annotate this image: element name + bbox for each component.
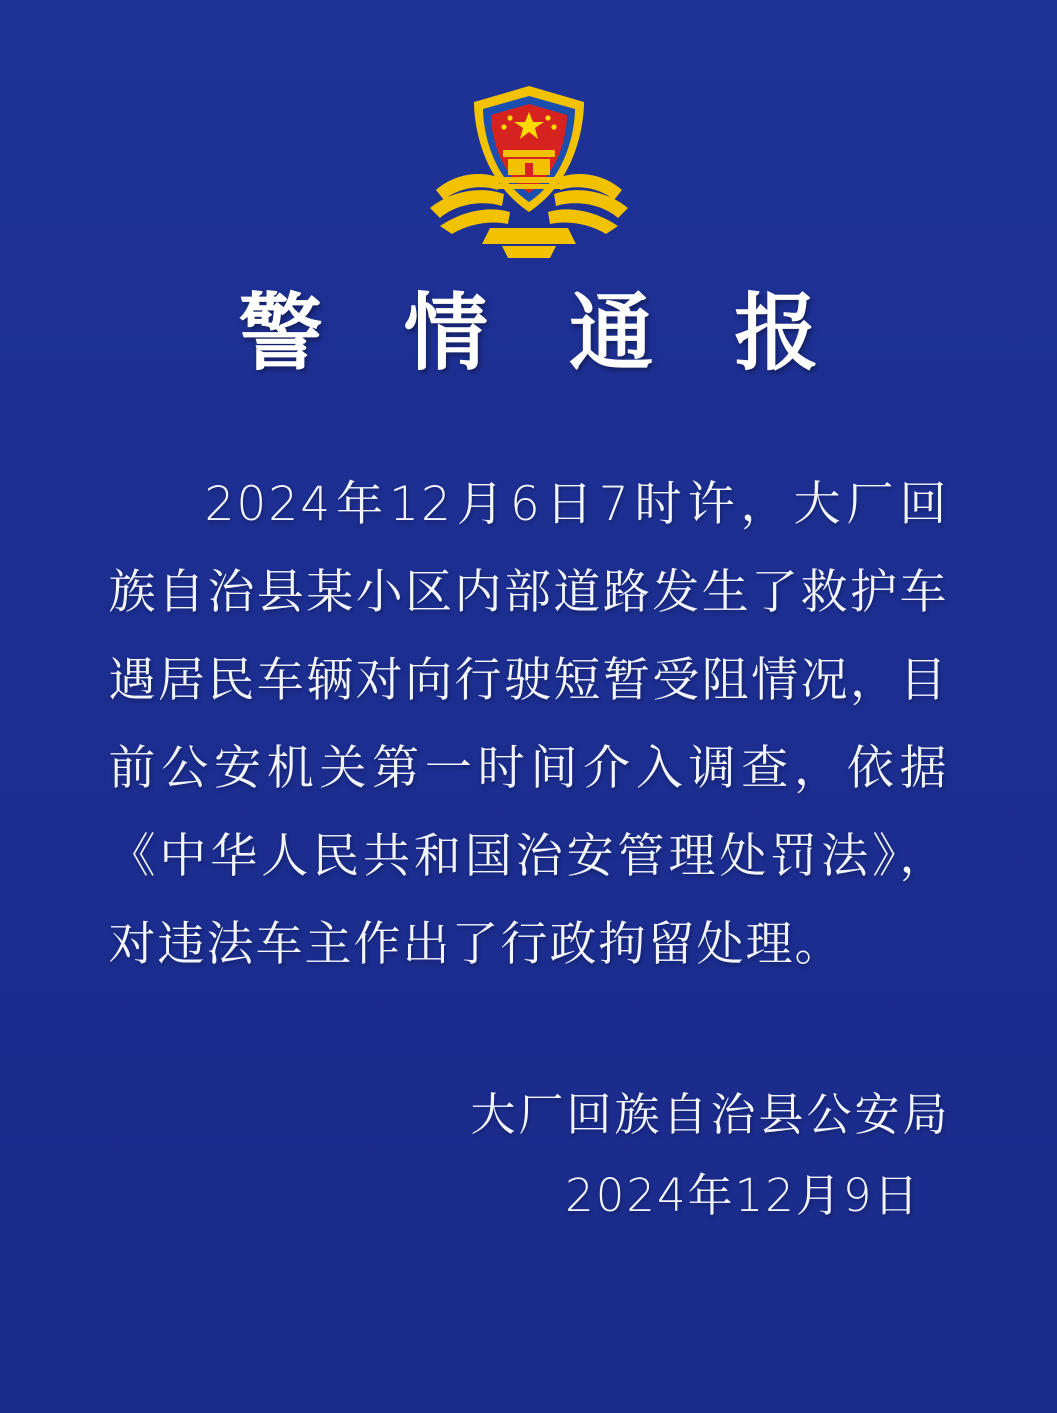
- signature-organization: 大厂回族自治县公安局: [470, 1088, 951, 1142]
- notice-body-block: [99, 461, 959, 989]
- police-emblem: [424, 78, 634, 263]
- signature-block: [99, 1081, 959, 1224]
- signature-date: 2024年12月9日: [565, 1168, 921, 1222]
- notice-body-text: 2024年12月6日7时许，大厂回族自治县某小区内部道路发生了救护车遇居民车辆对向行驶短暂受阻情况，目前公安机关第一时间介入调查，依据《中华人民共和国治安管理处罚法》，对违法车主作出了行政拘留处理。: [108, 477, 949, 973]
- page-title: 警 情 通 报: [238, 283, 845, 382]
